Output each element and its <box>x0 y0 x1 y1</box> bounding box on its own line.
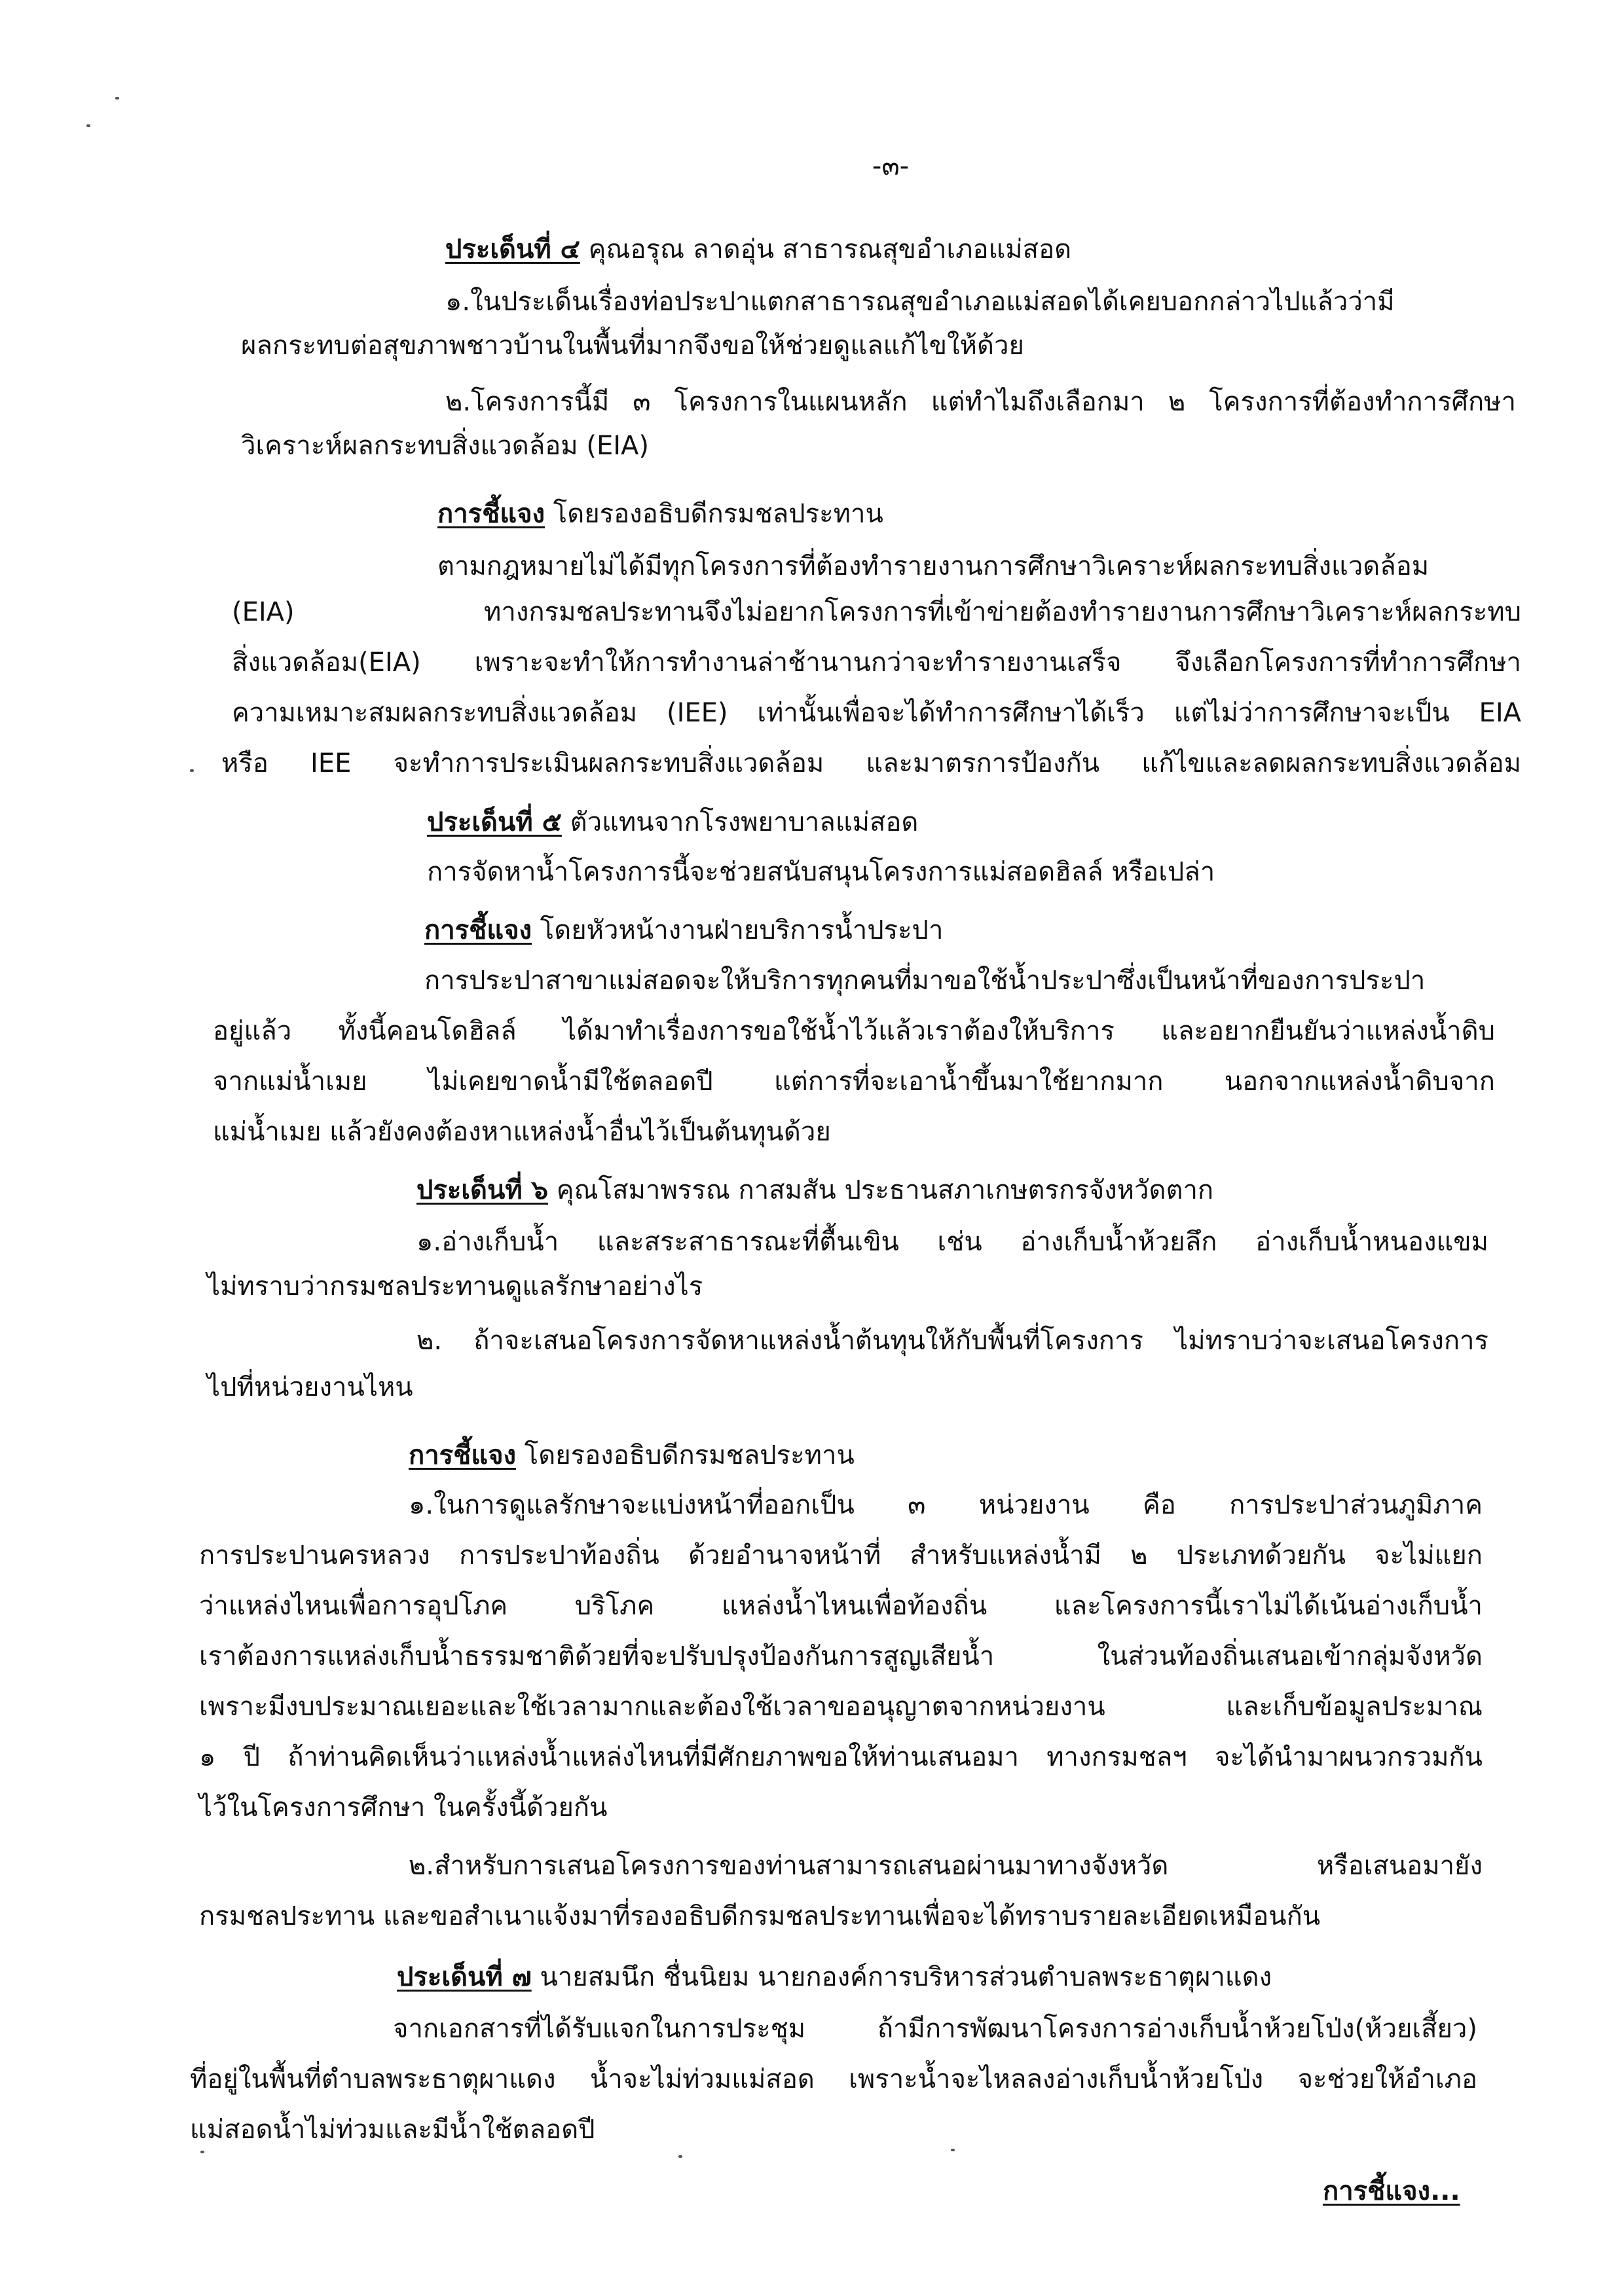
answer-5-heading <box>424 912 943 949</box>
issue-6-heading <box>416 1172 1213 1209</box>
answer-4-label: การชี้แจง <box>437 499 545 529</box>
issue-4-heading <box>445 231 1071 268</box>
answer-4-by: โดยรองอธิบดีกรมชลประทาน <box>545 499 883 529</box>
issue-4-speaker: คุณอรุณ ลาดอุ่น สาธารณสุขอำเภอแม่สอด <box>580 234 1072 264</box>
answer-6-point-1-line-1: ๑.ในการดูแลรักษาจะแบ่งหน้าที่ออกเป็น ๓ หน่วยงาน คือ การประปาส่วนภูมิภาค <box>409 1490 1483 1520</box>
issue-6-point-1-line-2: ไม่ทราบว่ากรมชลประทานดูแลรักษาอย่างไร <box>207 1271 703 1302</box>
issue-6-point-2-line-2: ไปที่หน่วยงานไหน <box>207 1372 413 1402</box>
scan-speck <box>951 2149 955 2151</box>
issue-5-line-1: การจัดหาน้ำโครงการนี้จะช่วยสนับสนุนโครงการแม่สอดฮิลล์ หรือเปล่า <box>427 857 1215 887</box>
scan-speck <box>190 769 194 772</box>
answer-5-line-4: แม่น้ำเมย แล้วยังคงต้องหาแหล่งน้ำอื่นไว้เป็นต้นทุนด้วย <box>213 1117 831 1147</box>
answer-4-line-3: สิ่งแวดล้อม(EIA) เพราะจะทำให้การทำงานล่าช้านานกว่าจะทำรายงานเสร็จ จึงเลือกโครงการที่ทำการศึกษา <box>232 647 1521 678</box>
scan-speck <box>86 124 90 127</box>
continuation-marker <box>1323 2173 1460 2210</box>
answer-6-label: การชี้แจง <box>409 1440 517 1470</box>
issue-7-heading <box>397 1959 1272 1995</box>
issue-5-speaker: ตัวแทนจากโรงพยาบาลแม่สอด <box>561 807 919 837</box>
answer-5-line-1: การประปาสาขาแม่สอดจะให้บริการทุกคนที่มาขอใช้น้ำประปาซึ่งเป็นหน้าที่ของการประปา <box>424 966 1426 996</box>
answer-5-line-2: อยู่แล้ว ทั้งนี้คอนโดฮิลล์ ได้มาทำเรื่องการขอใช้น้ำไว้แล้วเราต้องให้บริการ และอยากยืนยันว่าแหล่งน้ำดิบ <box>213 1016 1495 1046</box>
issue-6-point-1-line-1: ๑.อ่างเก็บน้ำ และสระสาธารณะที่ตื้นเขิน เช่น อ่างเก็บน้ำห้วยลึก อ่างเก็บน้ำหนองแขม <box>416 1227 1488 1257</box>
issue-4-point-1-line-1: ๑.ในประเด็นเรื่องท่อประปาแตกสาธารณสุขอำเภอแม่สอดได้เคยบอกกล่าวไปแล้วว่ามี <box>445 287 1395 317</box>
answer-4-line-2: (EIA) ทางกรมชลประทานจึงไม่อยากโครงการที่เข้าข่ายต้องทำรายงานการศึกษาวิเคราะห์ผลกระทบ <box>232 597 1521 627</box>
answer-4-heading <box>437 496 883 532</box>
answer-5-line-3: จากแม่น้ำเมย ไม่เคยขาดน้ำมีใช้ตลอดปี แต่การที่จะเอาน้ำขึ้นมาใช้ยากมาก นอกจากแหล่งน้ำดิบจาก <box>213 1066 1495 1097</box>
answer-6-point-1-line-3: ว่าแหล่งไหนเพื่อการอุปโภค บริโภค แหล่งน้ำไหนเพื่อท้องถิ่น และโครงการนี้เราไม่ได้เน้นอ่างเก็บน้ำ <box>199 1591 1483 1621</box>
answer-6-heading <box>409 1437 855 1474</box>
page-number: -๓- <box>872 151 910 181</box>
answer-4-line-1: ตามกฎหมายไม่ได้มีทุกโครงการที่ต้องทำรายงานการศึกษาวิเคราะห์ผลกระทบสิ่งแวดล้อม <box>437 551 1430 581</box>
issue-4-point-1-line-2: ผลกระทบต่อสุขภาพชาวบ้านในพื้นที่มากจึงขอให้ช่วยดูแลแก้ไขให้ด้วย <box>241 331 1024 361</box>
issue-6-label: ประเด็นที่ ๖ <box>416 1175 549 1205</box>
issue-7-line-1: จากเอกสารที่ได้รับแจกในการประชุม ถ้ามีการพัฒนาโครงการอ่างเก็บน้ำห้วยโป่ง(ห้วยเสี้ยว) <box>393 2014 1477 2044</box>
answer-4-line-4: ความเหมาะสมผลกระทบสิ่งแวดล้อม (IEE) เท่านั้นเพื่อจะได้ทำการศึกษาได้เร็ว แต่ไม่ว่าการศึกษาจะเป็น EIA <box>232 698 1521 728</box>
answer-5-label: การชี้แจง <box>424 915 532 945</box>
issue-5-label: ประเด็นที่ ๕ <box>427 807 562 837</box>
answer-6-point-2-line-1: ๒.สำหรับการเสนอโครงการของท่านสามารถเสนอผ่านมาทางจังหวัด หรือเสนอมายัง <box>409 1851 1483 1881</box>
answer-4-line-5: หรือ IEE จะทำการประเมินผลกระทบสิ่งแวดล้อม และมาตรการป้องกัน แก้ไขและลดผลกระทบสิ่งแวดล้อม <box>221 748 1521 778</box>
scan-speck <box>115 97 119 100</box>
issue-4-point-2-line-1: ๒.โครงการนี้มี ๓ โครงการในแผนหลัก แต่ทำไมถึงเลือกมา ๒ โครงการที่ต้องทำการศึกษา <box>445 387 1516 417</box>
issue-7-speaker: นายสมนึก ชื่นนิยม นายกองค์การบริหารส่วนตำบลพระธาตุผาแดง <box>531 1962 1272 1992</box>
issue-4-point-2-line-2: วิเคราะห์ผลกระทบสิ่งแวดล้อม (EIA) <box>241 431 650 461</box>
issue-7-line-2: ที่อยู่ในพื้นที่ตำบลพระธาตุผาแดง น้ำจะไม่ท่วมแม่สอด เพราะน้ำจะไหลลงอ่างเก็บน้ำห้วยโป่ง จะช่วยให้อำเภอ <box>190 2064 1477 2094</box>
answer-6-point-1-line-6: ๑ ปี ถ้าท่านคิดเห็นว่าแหล่งน้ำแหล่งไหนที่มีศักยภาพขอให้ท่านเสนอมา ทางกรมชลฯ จะได้นำมาผนวกรวมกัน <box>199 1742 1483 1772</box>
issue-7-line-3: แม่สอดน้ำไม่ท่วมและมีน้ำใช้ตลอดปี <box>190 2115 595 2145</box>
answer-6-point-1-line-4: เราต้องการแหล่งเก็บน้ำธรรมชาติด้วยที่จะปรับปรุงป้องกันการสูญเสียน้ำ ในส่วนท้องถิ่นเสนอเข้ากลุ่มจังหวัด <box>199 1641 1483 1671</box>
answer-5-by: โดยหัวหน้างานฝ่ายบริการน้ำประปา <box>532 915 944 945</box>
scan-speck <box>678 2155 682 2158</box>
issue-5-heading <box>427 804 918 841</box>
issue-6-speaker: คุณโสมาพรรณ กาสมสัน ประธานสภาเกษตรกรจังหวัดตาก <box>548 1175 1214 1205</box>
answer-6-by: โดยรองอธิบดีกรมชลประทาน <box>516 1440 855 1470</box>
answer-6-point-1-line-7: ไว้ในโครงการศึกษา ในครั้งนี้ด้วยกัน <box>199 1793 608 1823</box>
answer-6-point-2-line-2: กรมชลประทาน และขอสำเนาแจ้งมาที่รองอธิบดีกรมชลประทานเพื่อจะได้ทราบรายละเอียดเหมือนกัน <box>199 1901 1321 1931</box>
answer-6-point-1-line-2: การประปานครหลวง การประปาท้องถิ่น ด้วยอำนาจหน้าที่ สำหรับแหล่งน้ำมี ๒ ประเภทด้วยกัน จะไม่แยก <box>199 1540 1483 1571</box>
continuation-label: การชี้แจง... <box>1323 2176 1460 2206</box>
issue-6-point-2-line-1: ๒. ถ้าจะเสนอโครงการจัดหาแหล่งน้ำต้นทุนให้กับพื้นที่โครงการ ไม่ทราบว่าจะเสนอโครงการ <box>416 1326 1488 1356</box>
answer-6-point-1-line-5: เพราะมีงบประมาณเยอะและใช้เวลามากและต้องใช้เวลาขออนุญาตจากหน่วยงาน และเก็บข้อมูลประมาณ <box>199 1692 1483 1722</box>
issue-4-label: ประเด็นที่ ๔ <box>445 234 580 264</box>
issue-7-label: ประเด็นที่ ๗ <box>397 1962 532 1992</box>
scan-speck <box>200 2151 204 2153</box>
